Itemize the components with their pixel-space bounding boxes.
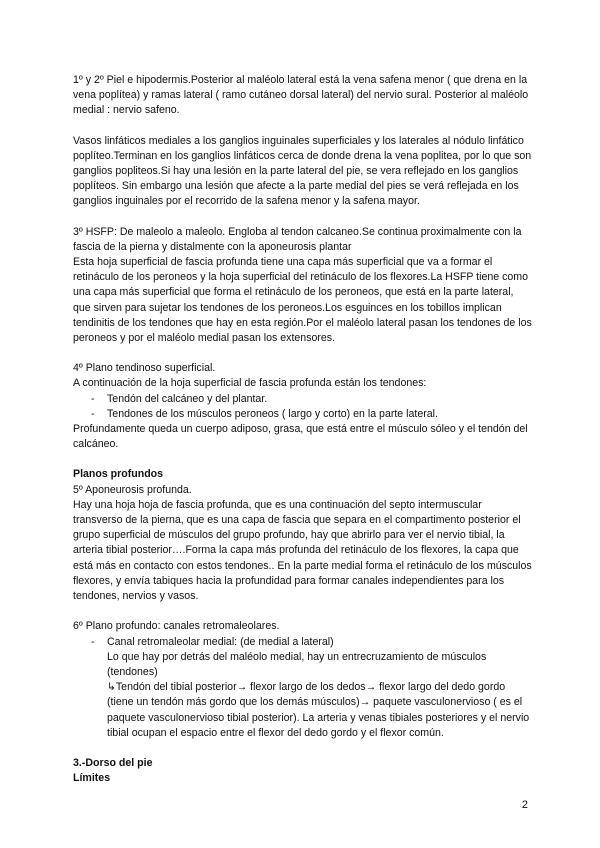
heading-planos-profundos: Planos profundos (73, 468, 164, 481)
page-number: 2 (521, 799, 528, 811)
document-page (73, 73, 533, 786)
paragraph-piel-hipodermis: 1º y 2º Piel e hipodermis.Posterior al maléolo lateral está la vena safena menor ( que drena en la vena poplítea) y ramas lateral ( ramo cutáneo dorsal lateral) del nervio sural. Posterior al maléolo medial : nervio safeno. (73, 74, 529, 117)
heading-dorso-pie: 3.-Dorso del pie (73, 756, 153, 769)
list-item: - Tendón del calcáneo y del plantar. (73, 392, 533, 407)
paragraph-hsfp-detail: Esta hoja superficial de fascia profunda tiene una capa más superficial que va a formar el retináculo de los peroneos y la hoja superficial del retináculo de los flexores.La HSFP tiene como una capa más superficial que forma el retináculo de los peroneos, que está en la parte lateral, que sirven para sujetar los tendones de los peroneos.Los esguinces en los tobillos implican tendinitis de los tendones que hay en esta región.Por el maléolo lateral pasan los tendones de los peroneos y por el maléolo medial pasan los extensores. (73, 256, 532, 345)
paragraph-aponeurosis-detail: Hay una hoja hoja de fascia profunda, que es una continuación del septo intermuscular transverso de la pierna, que es una capa de fascia que separa en el compartimento posterior el grupo superficial de músculos del grupo profundo, hay que abrirlo para ver el nervio tibial, la arteria tibial posterior….Forma la capa más profunda del retináculo de los flexores, la capa que está más en contacto con estos tendones.. En la parte medial forma el retináculo de los músculos flexores, y envía tabiques hacia la profundidad para formar canales independientes para los tendones, nervios y vasos. (73, 498, 532, 603)
paragraph-plano-profundo: 6º Plano profundo: canales retromaleolares. (73, 620, 280, 633)
paragraph-canal-detail: Lo que hay por detrás del maléolo medial, hay un entrecruzamiento de músculos (tendones) (107, 650, 487, 678)
list-item: - Canal retromaleolar medial: (de medial a lateral) (73, 635, 533, 650)
paragraph-plano-tendinoso: 4º Plano tendinoso superficial. (73, 362, 216, 375)
paragraph-hsfp-intro: 3º HSFP: De maleolo a maleolo. Engloba al tendon calcaneo.Se continua proximalmente con la fascia de la pierna y distalmente con la aponeurosis plantar (73, 225, 522, 253)
list-item: - Tendones de los músculos peroneos ( largo y corto) en la parte lateral. (73, 407, 533, 422)
paragraph-aponeurosis: 5º Aponeurosis profunda. (73, 483, 192, 496)
canales-list (73, 635, 533, 650)
paragraph-cuerpo-adiposo: Profundamente queda un cuerpo adiposo, grasa, que está entre el músculo sóleo y el tendón del calcáneo. (73, 423, 528, 451)
paragraph-tendon-order: ↳Tendón del tibial posterior→ flexor largo de los dedos→ flexor largo del dedo gordo (tiene un tendón más gordo que los demás músculos)→ paquete vasculonervioso ( es el paquete vasculonervioso tibial posterior). La arteria y venas tibiales posteriores y el nervio tibial ocupan el espacio entre el flexor del dedo gordo y el flexor común. (107, 681, 530, 739)
paragraph-vasos-linfaticos: Vasos linfáticos mediales a los ganglios inguinales superficiales y los laterales al nódulo linfático poplíteo.Terminan en los ganglios linfáticos cerca de donde drena la vena poplitea, por lo que son ganglios popliteos.Si hay una lesión en la parte lateral del pie, se vera reflejado en los ganglios poplíteos. Sin embargo una lesión que afecte a la parte medial del pies se verá reflejada en los ganglios inguinales por el recorrido de la safena menor y la safena mayor. (73, 134, 532, 208)
heading-limites: Límites (73, 772, 111, 785)
paragraph-tendones-intro: A continuación de la hoja superficial de fascia profunda están los tendones: (73, 377, 427, 390)
tendones-list (73, 392, 533, 422)
